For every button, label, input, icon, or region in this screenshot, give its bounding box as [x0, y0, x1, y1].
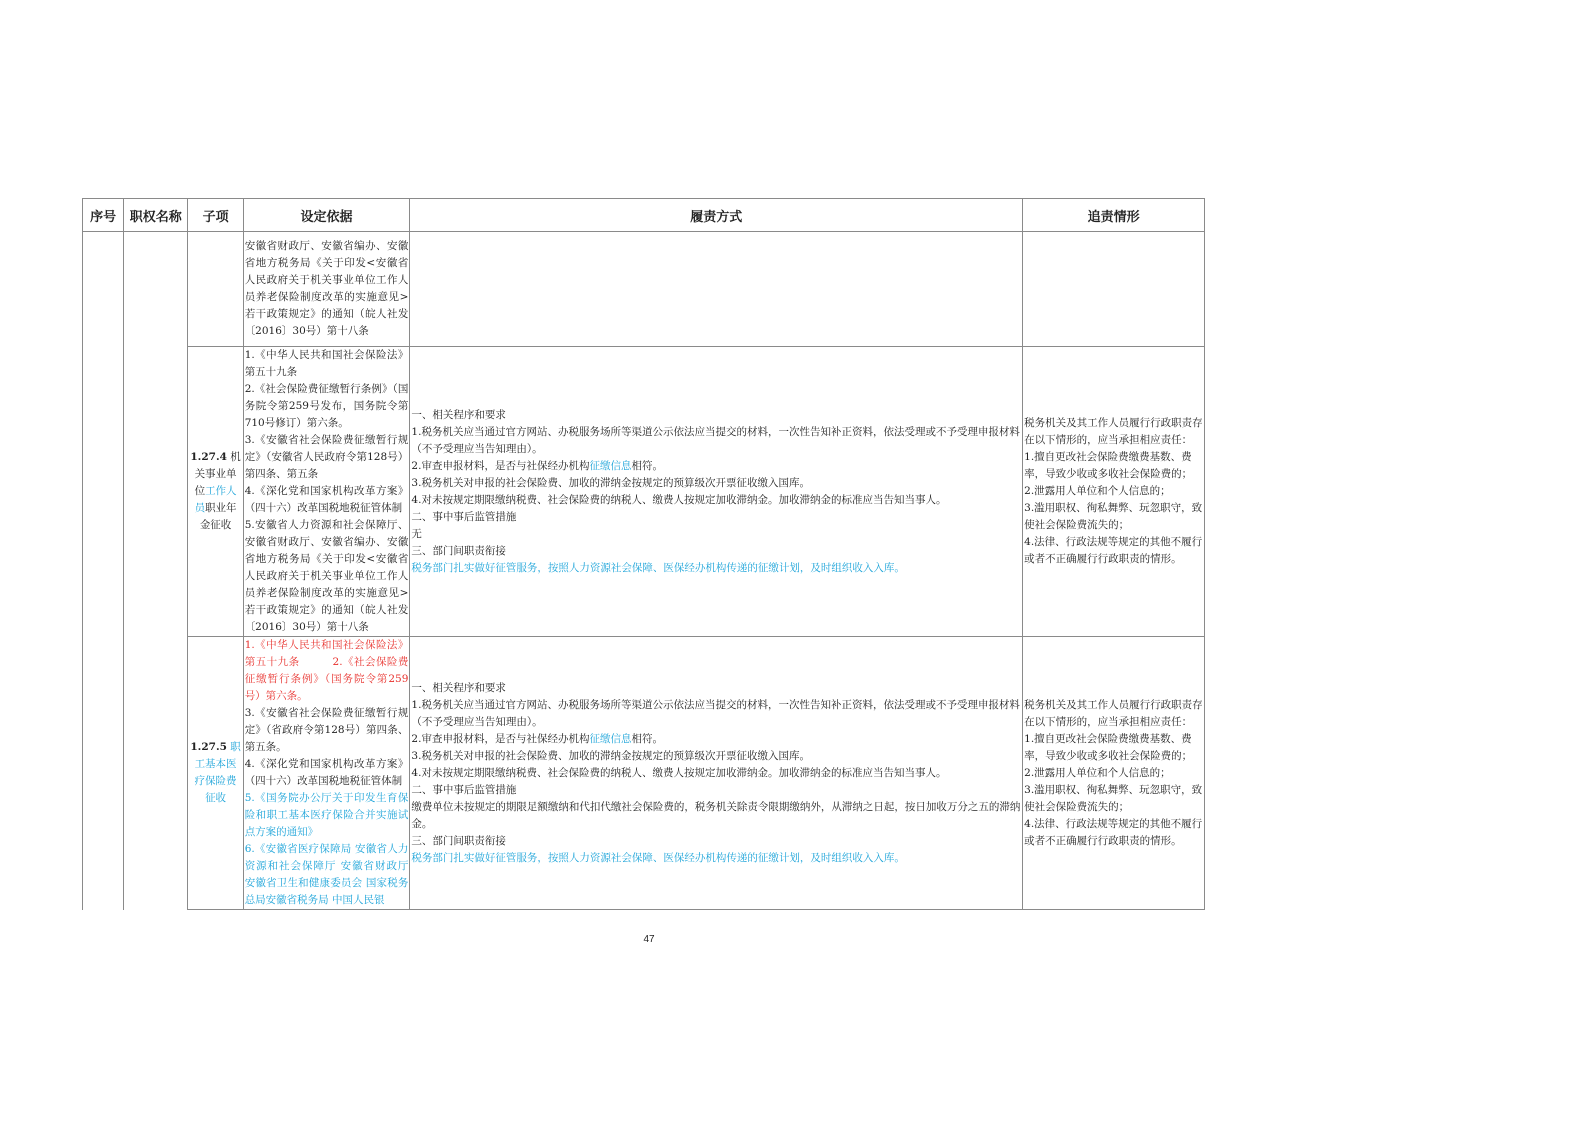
header-basis: 设定依据 — [243, 199, 410, 232]
duty-text: 相符。 — [631, 732, 663, 745]
basis-item: 3.《安徽省社会保险费征缴暂行规定》（省政府令第128号）第四条、第五条。 — [244, 707, 409, 753]
sub-name-part: 职业年金征收 — [199, 502, 237, 531]
duty-cell — [410, 347, 1023, 637]
basis-item: 4.《深化党和国家机构改革方案》（四十六）改革国税地税征管体制 — [244, 485, 409, 514]
accountability-item: 1.擅自更改社会保险费缴费基数、费率，导致少收或多收社会保险费的； — [1024, 451, 1193, 480]
power-name-cell — [124, 232, 188, 910]
duty-text: 2.审查申报材料，是否与社保经办机构 — [411, 459, 590, 472]
sub-code: 1.27.4 — [190, 451, 227, 463]
accountability-item: 3.滥用职权、徇私舞弊、玩忽职守，致使社会保险费流失的； — [1024, 502, 1203, 531]
duty-line-highlight: 税务部门扎实做好征管服务，按照人力资源社会保障、医保经办机构传递的征缴计划，及时组织收入入库。 — [411, 851, 905, 864]
basis-item-blue: 6.《安徽省医疗保障局 安徽省人力资源和社会保障厅 安徽省财政厅 安徽省卫生和健康委员会 国家税务总局安徽省税务局 中国人民银 — [244, 843, 409, 906]
header-duty: 履责方式 — [410, 199, 1023, 232]
accountability-item: 3.滥用职权、徇私舞弊、玩忽职守，致使社会保险费流失的； — [1024, 783, 1203, 813]
table-row — [83, 347, 1205, 637]
sub-name-highlight: 工作人员 — [194, 485, 237, 514]
duty-heading: 一、相关程序和要求 — [411, 681, 506, 694]
basis-item: 4.《深化党和国家机构改革方案》（四十六）改革国税地税征管体制 — [244, 758, 409, 787]
duty-heading: 三、部门间职责衔接 — [411, 834, 506, 847]
duty-line: 3.税务机关对申报的社会保险费、加收的滞纳金按规定的预算级次开票征收缴入国库。 — [411, 476, 810, 489]
duty-line: 1.税务机关应当通过官方网站、办税服务场所等渠道公示依法应当提交的材料，一次性告知补正资料，依法受理或不予受理申报材料（不予受理应当告知理由）。 — [411, 698, 1020, 728]
accountability-item: 税务机关及其工作人员履行行政职责存在以下情形的，应当承担相应责任： — [1024, 698, 1203, 728]
basis-item-blue: 5.《国务院办公厅关于印发生育保险和职工基本医疗保险合并实施试点方案的通知》 — [244, 792, 409, 838]
duty-highlight: 征缴信息 — [589, 459, 632, 472]
duty-text: 2.审查申报材料，是否与社保经办机构 — [411, 732, 590, 745]
duty-line: 3.税务机关对申报的社会保险费、加收的滞纳金按规定的预算级次开票征收缴入国库。 — [411, 749, 810, 762]
sub-cell — [188, 637, 243, 910]
duty-line: 无 — [411, 527, 422, 540]
basis-cell — [243, 232, 410, 347]
accountability-cell — [1023, 347, 1205, 637]
duty-heading: 三、部门间职责衔接 — [411, 544, 506, 557]
sub-code: 1.27.5 — [190, 741, 227, 753]
duty-heading: 二、事中事后监管措施 — [411, 510, 517, 523]
accountability-item: 1.擅自更改社会保险费缴费基数、费率，导致少收或多收社会保险费的； — [1024, 732, 1193, 762]
duty-line-highlight: 税务部门扎实做好征管服务，按照人力资源社会保障、医保经办机构传递的征缴计划，及时组织收入入库。 — [411, 561, 905, 574]
sub-cell — [188, 232, 243, 347]
accountability-cell — [1023, 637, 1205, 910]
duty-text: 相符。 — [631, 459, 663, 472]
table-row — [83, 232, 1205, 347]
seq-cell — [83, 232, 124, 910]
duty-line: 4.对未按规定期限缴纳税费、社会保险费的纳税人、缴费人按规定加收滞纳金。加收滞纳金的标准应当告知当事人。 — [411, 766, 947, 779]
header-seq: 序号 — [83, 199, 124, 232]
accountability-item: 2.泄露用人单位和个人信息的； — [1024, 485, 1171, 497]
duty-cell — [410, 232, 1023, 347]
basis-text: 安徽省财政厅、安徽省编办、安徽省地方税务局《关于印发<安徽省人民政府关于机关事业单位工作人员养老保险制度改革的实施意见>若干政策规定》的通知（皖人社发〔2016〕30号）第十八条 — [244, 240, 409, 337]
accountability-item: 4.法律、行政法规等规定的其他不履行或者不正确履行行政职责的情形。 — [1024, 817, 1203, 847]
sub-name-part: 机关事业单位 — [194, 451, 241, 497]
accountability-item: 税务机关及其工作人员履行行政职责存在以下情形的，应当承担相应责任： — [1024, 417, 1203, 446]
header-accountability: 追责情形 — [1023, 199, 1205, 232]
basis-item: 5.安徽省人力资源和社会保障厅、安徽省财政厅、安徽省编办、安徽省地方税务局《关于印发<安徽省人民政府关于机关事业单位工作人员养老保险制度改革的实施意见>若干政策规定》的通知（皖人社发〔2016〕30号）第十八条 — [244, 519, 409, 633]
header-power-name: 职权名称 — [124, 199, 188, 232]
duty-heading: 二、事中事后监管措施 — [411, 783, 517, 796]
duty-highlight: 征缴信息 — [589, 732, 632, 745]
powers-table — [82, 198, 1205, 910]
accountability-cell — [1023, 232, 1205, 347]
table-row — [83, 637, 1205, 910]
basis-item: 2.《社会保险费征缴暂行条例》（国务院令第259号发布，国务院令第710号修订）第六条。 — [244, 383, 409, 429]
duty-line — [411, 731, 1021, 748]
duty-line: 缴费单位未按规定的期限足额缴纳和代扣代缴社会保险费的，税务机关除责令限期缴纳外，从滞纳之日起，按日加收万分之五的滞纳金。 — [411, 800, 1021, 830]
accountability-item: 2.泄露用人单位和个人信息的； — [1024, 766, 1171, 779]
duty-line: 4.对未按规定期限缴纳税费、社会保险费的纳税人、缴费人按规定加收滞纳金。加收滞纳金的标准应当告知当事人。 — [411, 493, 947, 506]
basis-item: 1.《中华人民共和国社会保险法》第五十九条 — [244, 349, 409, 378]
duty-cell — [410, 637, 1023, 910]
accountability-item: 4.法律、行政法规等规定的其他不履行或者不正确履行行政职责的情形。 — [1024, 536, 1203, 565]
page-number: 47 — [643, 934, 655, 945]
header-sub-item: 子项 — [188, 199, 243, 232]
table-header-row — [83, 199, 1205, 232]
basis-item-red: 1.《中华人民共和国社会保险法》第五十九条 2.《社会保险费征缴暂行条例》（国务院令第259号）第六条。 — [244, 639, 409, 702]
basis-cell — [243, 637, 410, 910]
basis-cell — [243, 347, 410, 637]
sub-name-highlight: 职工基本医疗保险费征收 — [194, 741, 241, 804]
duty-heading: 一、相关程序和要求 — [411, 408, 506, 421]
duty-line: 1.税务机关应当通过官方网站、办税服务场所等渠道公示依法应当提交的材料，一次性告知补正资料，依法受理或不予受理申报材料（不予受理应当告知理由）。 — [411, 425, 1020, 455]
sub-cell — [188, 347, 243, 637]
basis-item: 3.《安徽省社会保险费征缴暂行规定》（安徽省人民政府令第128号）第四条、第五条 — [244, 434, 409, 480]
duty-line — [411, 458, 1021, 475]
